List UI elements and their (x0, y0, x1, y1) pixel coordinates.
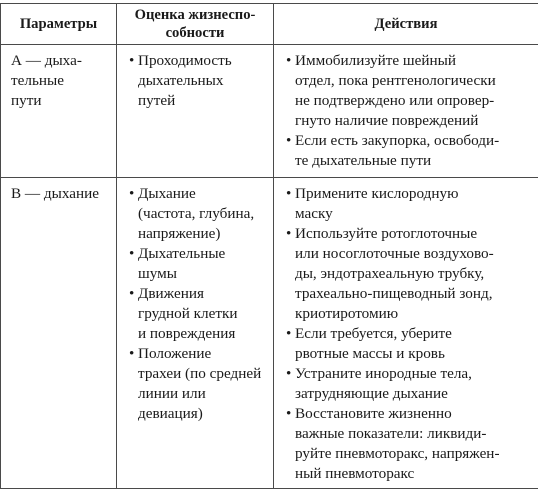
list-item: • Устраните инородные тела, затрудняющие дыхание (286, 365, 472, 402)
table-header-row (1, 4, 538, 45)
assessment-breathing-cell (117, 178, 274, 489)
list-item: • Движения грудной клетки и повреждения (129, 285, 238, 342)
header-actions: Действия (274, 4, 538, 45)
list-item: • Используйте ротоглоточные или носоглоточные воздухово- ды, эндотрахеальную трубку, трахеально-пищеводный зонд, криотиротомию (286, 225, 494, 322)
table-row-breathing (1, 178, 538, 489)
list-item: • Иммобилизуйте шейный отдел, пока рентгенологически не подтверждено или опровер- гнуто наличие повреждений (286, 52, 496, 129)
actions-airway-cell (274, 45, 538, 178)
list-item: • Дыхательные шумы (129, 245, 226, 282)
header-assessment: Оценка жизнеспо- собности (117, 4, 274, 45)
bullet-icon: • (129, 285, 135, 302)
list-item: • Дыхание (частота, глубина, напряжение) (129, 185, 255, 242)
bullet-icon: • (286, 365, 292, 382)
list-item: • Примените кислородную маску (286, 185, 459, 222)
list-item: • Восстановите жизненно важные показатели: ликвиди- руйте пневмоторакс, напряжен- ный пневмоторакс (286, 405, 500, 482)
bullet-icon: • (286, 132, 292, 149)
list-item: • Проходимость дыхательных путей (129, 52, 232, 109)
bullet-icon: • (129, 345, 135, 362)
list-item: • Если есть закупорка, освободи- те дыхательные пути (286, 132, 500, 169)
bullet-icon: • (286, 405, 292, 422)
bullet-icon: • (286, 185, 292, 202)
assessment-airway-cell (117, 45, 274, 178)
bullet-icon: • (129, 52, 135, 69)
bullet-icon: • (129, 245, 135, 262)
bullet-icon: • (286, 52, 292, 69)
bullet-icon: • (286, 325, 292, 342)
actions-breathing-cell (274, 178, 538, 489)
triage-table (0, 3, 538, 489)
table-row-airway (1, 45, 538, 178)
param-airway: А — дыха- тельные пути (1, 45, 117, 178)
bullet-icon: • (129, 185, 135, 202)
param-breathing: В — дыхание (1, 178, 117, 489)
list-item: • Если требуется, уберите рвотные массы и кровь (286, 325, 452, 362)
list-item: • Положение трахеи (по средней линии или девиация) (129, 345, 262, 422)
header-params: Параметры (1, 4, 117, 45)
bullet-icon: • (286, 225, 292, 242)
